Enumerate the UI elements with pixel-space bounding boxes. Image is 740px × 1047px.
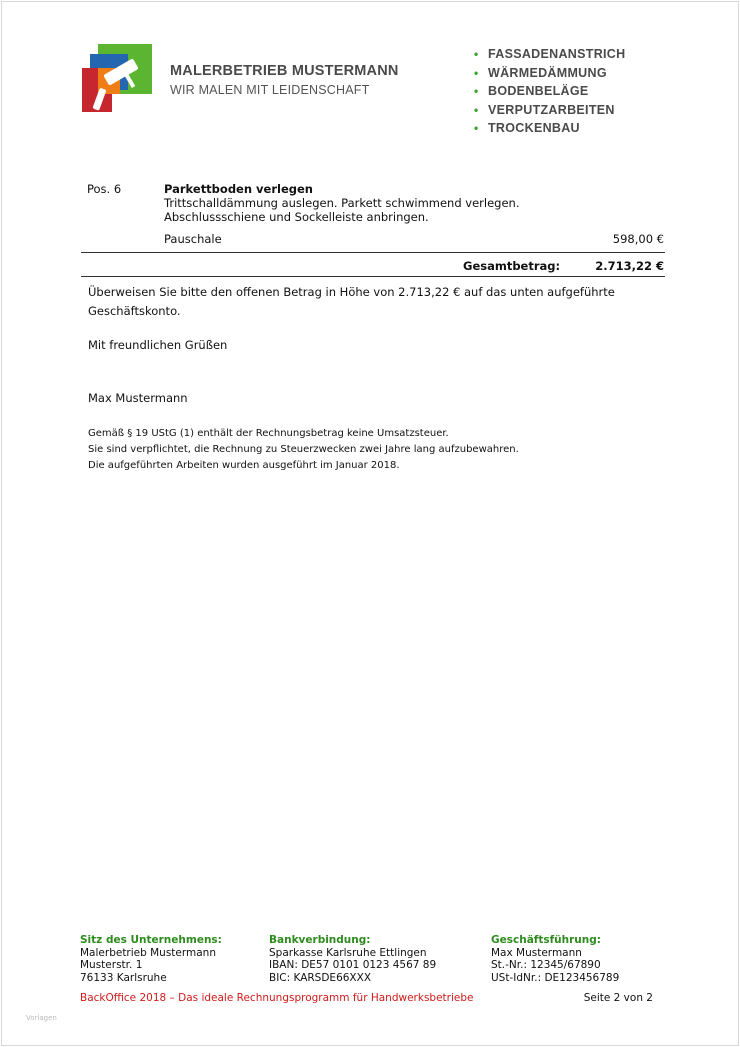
bullet-icon: • [474, 47, 479, 61]
footer-tagline: BackOffice 2018 – Das ideale Rechnungsprogramm für Handwerksbetriebe [80, 992, 474, 1004]
bullet-icon: • [474, 102, 479, 117]
page-number: Seite 2 von 2 [583, 992, 653, 1004]
footer-heading: Bankverbindung: [269, 934, 371, 946]
footer-line: 76133 Karlsruhe [80, 971, 167, 984]
services-list [474, 45, 625, 138]
company-slogan: WIR MALEN MIT LEIDENSCHAFT [170, 83, 370, 97]
footer-line: USt-IdNr.: DE123456789 [491, 971, 620, 984]
footer-bank [269, 934, 436, 984]
legal-notes [88, 426, 519, 474]
service-item: • TROCKENBAU [474, 119, 625, 138]
position-description-line: Trittschalldämmung auslegen. Parkett schwimmend verlegen. [164, 196, 520, 210]
footer-company [80, 934, 222, 984]
bullet-icon: • [474, 121, 479, 135]
divider-line [81, 276, 665, 277]
service-item: • FASSADENANSTRICH [474, 45, 625, 64]
position-price: 598,00 € [612, 232, 664, 246]
position-unit: Pauschale [164, 232, 222, 246]
note-line: Die aufgeführten Arbeiten wurden ausgeführt im Januar 2018. [88, 460, 400, 471]
bullet-icon: • [474, 65, 479, 80]
company-name: MALERBETRIEB MUSTERMANN [170, 63, 399, 79]
position-description-line: Abschlussschiene und Sockelleiste anbringen. [164, 210, 429, 224]
footer-line: St.-Nr.: 12345/67890 [491, 959, 601, 971]
company-logo [82, 44, 152, 112]
signer-name: Max Mustermann [88, 391, 188, 405]
position-title: Parkettboden verlegen [164, 182, 313, 196]
total-value: 2.713,22 € [595, 259, 664, 273]
page-frame [1, 1, 739, 1046]
bullet-icon: • [474, 84, 479, 98]
transfer-instruction: Überweisen Sie bitte den offenen Betrag in Höhe von 2.713,22 € auf das unten aufgeführte Geschäftskonto. [88, 285, 615, 318]
footer-heading: Sitz des Unternehmens: [80, 934, 222, 946]
footer-line: BIC: KARSDE66XXX [269, 971, 372, 984]
note-line: Gemäß § 19 UStG (1) enthält der Rechnungsbetrag keine Umsatzsteuer. [88, 428, 449, 439]
service-item: • WÄRMEDÄMMUNG [474, 64, 625, 83]
service-item: • BODENBELÄGE [474, 82, 625, 101]
footer-line: Sparkasse Karlsruhe Ettlingen [269, 946, 427, 959]
note-line: Sie sind verpflichtet, die Rechnung zu Steuerzwecken zwei Jahre lang aufzubewahren. [88, 444, 519, 455]
footer-line: IBAN: DE57 0101 0123 4567 89 [269, 959, 437, 971]
position-description [164, 196, 564, 224]
divider-line [81, 252, 665, 253]
footer-line: Malerbetrieb Mustermann [80, 946, 216, 959]
watermark: Vorlagen [26, 1014, 57, 1022]
position-number: Pos. 6 [87, 182, 122, 196]
service-item: • VERPUTZARBEITEN [474, 101, 625, 120]
closing-greeting: Mit freundlichen Grüßen [88, 338, 228, 352]
footer-line: Max Mustermann [491, 946, 582, 959]
total-label: Gesamtbetrag: [463, 259, 561, 273]
footer-heading: Geschäftsführung: [491, 934, 601, 946]
footer-line: Musterstr. 1 [80, 959, 143, 971]
footer-management [491, 934, 619, 984]
